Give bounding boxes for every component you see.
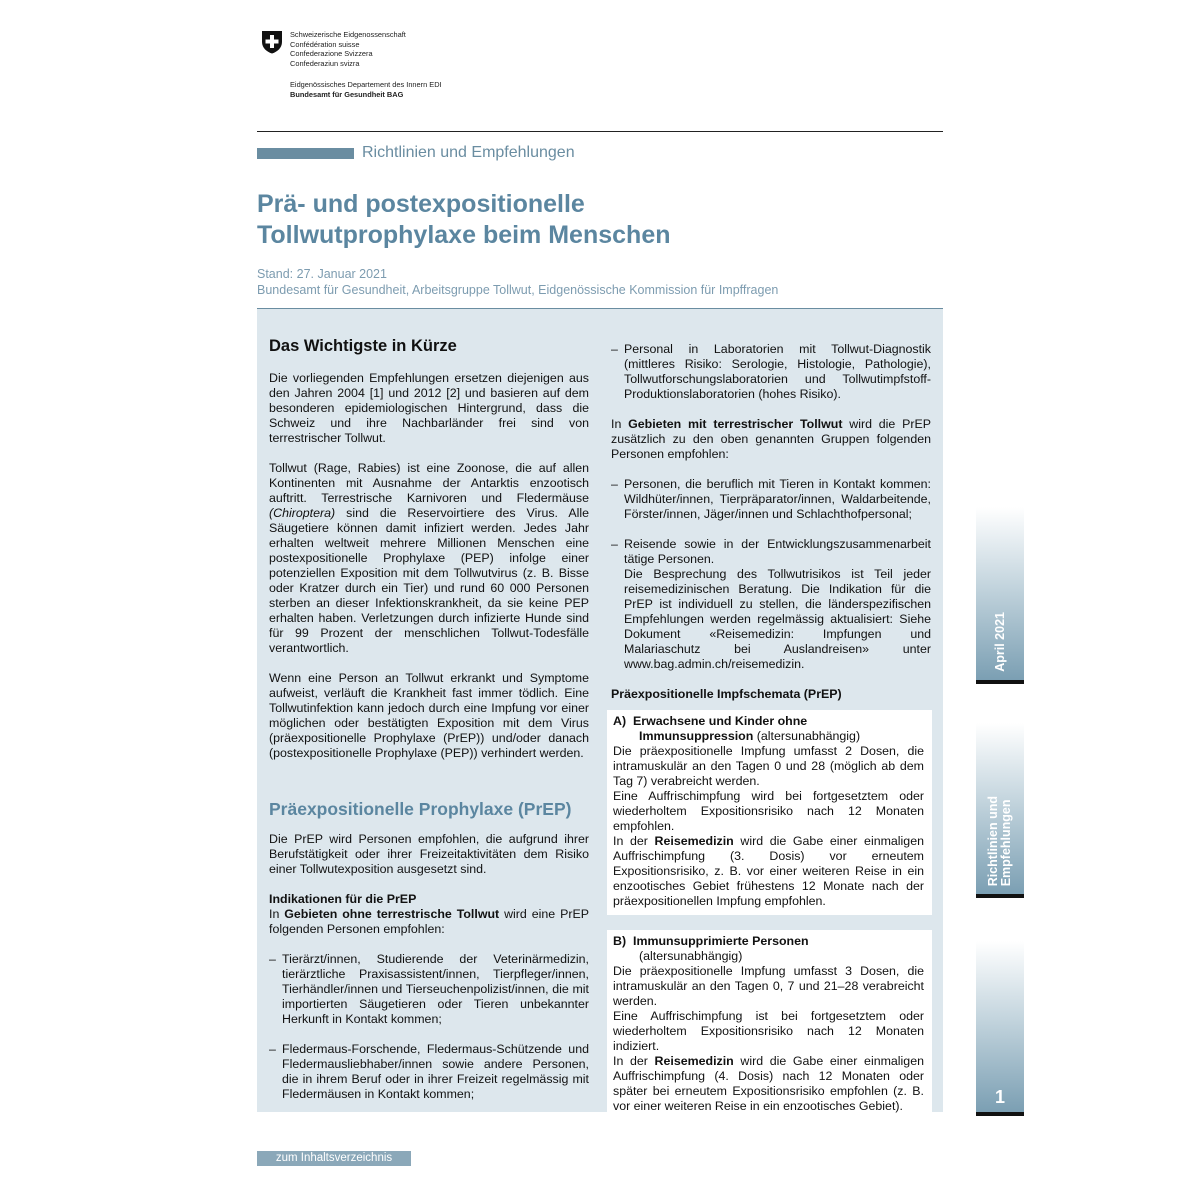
prep-paragraph: Die PrEP wird Personen empfohlen, die aufgrund ihrer Berufstätigkeit oder ihrer Freizeitaktivitäten dem Risiko einer Tollwutexposition ausgesetzt sind. <box>269 832 589 876</box>
rabies-text-b: sind die Reservoirtiere des Virus. Alle Säugetiere können damit infiziert werden. Jedes Jahr erhalten weltweit mehrere Millionen Menschen eine postexpositionelle Prophylaxe (PEP) infolge einer potenziellen Exposition mit dem Tollwutvirus (z. B. Bisse oder Kratzer durch ein Tier) und rund 60 000 Personen sterben an dieser Infektionskrankheit, da sie keine PEP erhalten haben. Verletzungen durch infizierte Hunde sind für 99 Prozent der menschlichen Tollwut-Todesfälle verantwortlich. <box>269 506 589 655</box>
title-line-1: Prä- und postexpositionelle <box>257 190 585 218</box>
side-tab-date <box>976 507 1024 680</box>
box-b-age: (altersunabhängig) <box>639 949 743 963</box>
federation-name-rm: Confederaziun svizra <box>290 58 360 68</box>
box-a-t3-post: wird die Gabe einer einmaligen Auffrischimpfung (3. Dosis) vor erneutem Expositionsrisiko, z. B. vor einer weiteren Reise in ein enzootisches Gebiet frühestens 12 Monate nach der präexpositionellen Impfung empfohlen. <box>613 834 924 908</box>
travellers-text: – Reisende sowie in der Entwicklungszusammenarbeit tätige Personen. <box>624 537 931 566</box>
terrestrial-paragraph <box>611 417 931 462</box>
list-item: – Personal in Laboratorien mit Tollwut-Diagnostik (mittleres Risiko: Serologie, Histologie, Pathologie), Tollwutforschungslaboratorien und Tollwutimpfstoff-Produktionslaboratorien (hohes Risiko). <box>611 342 931 402</box>
indications-paragraph <box>269 907 589 937</box>
box-a-title-bold: Immunsuppression <box>639 729 754 743</box>
title-line-2: Tollwutprophylaxe beim Menschen <box>257 221 671 249</box>
tab-date-wrap <box>976 612 1024 672</box>
page-number: 1 <box>994 1087 1005 1107</box>
rabies-paragraph <box>269 461 589 656</box>
federation-name-de: Schweizerische Eidgenossenschaft <box>290 30 406 39</box>
tab-section-line2: Empfehlungen <box>999 799 1013 886</box>
schema-box-a <box>607 710 932 915</box>
box-b-letter: B) <box>613 934 627 948</box>
box-b-t3-bold: Reisemedizin <box>654 1054 734 1068</box>
tab-page-bar <box>976 1112 1024 1116</box>
section-label: Richtlinien und Empfehlungen <box>362 144 575 161</box>
federation-names <box>290 30 406 68</box>
box-b-text-3 <box>613 1054 924 1114</box>
swiss-crest-icon <box>261 30 283 54</box>
intro-paragraph: Die vorliegenden Empfehlungen ersetzen diejenigen aus den Jahren 2004 [1] und 2012 [2] und basieren auf dem besonderen epidemiologischen Hintergrund, dass die Schweiz und ihre Nachbarländer frei sind von terrestrischer Tollwut. <box>269 371 589 445</box>
tab-section-wrap <box>976 796 1024 886</box>
department-block <box>290 80 442 99</box>
side-tab-section[interactable] <box>976 723 1024 894</box>
right-column <box>611 342 931 1120</box>
list-item <box>611 537 931 672</box>
prep-heading: Präexpositionelle Prophylaxe (PrEP) <box>269 799 572 819</box>
federation-name-fr: Confédération suisse <box>290 39 360 49</box>
box-a-age: (altersunabhängig) <box>756 729 861 743</box>
box-b-title <box>613 934 924 949</box>
office-name: Bundesamt für Gesundheit BAG <box>290 89 404 99</box>
list-item: – Personen, die beruflich mit Tieren in Kontakt kommen: Wildhüter/innen, Tierpräparator/innen, Waldarbeitende, Förster/innen, Jäger/innen und Schlachthofpersonal; <box>611 477 931 522</box>
rabies-text-a: Tollwut (Rage, Rabies) ist eine Zoonose, die auf allen Kontinenten mit Ausnahme der Antarktis enzootisch auftritt. Terrestrische Karnivoren und Fledermäuse <box>269 461 589 505</box>
terr-bold: Gebieten mit terrestrischer Tollwut <box>628 417 843 431</box>
box-a-t3-bold: Reisemedizin <box>654 834 734 848</box>
box-b-text-2: Eine Auffrischimpfung ist bei fortgesetztem oder wiederholtem Expositionsrisiko nach 12 Monaten indiziert. <box>613 1009 924 1053</box>
table-of-contents-link[interactable]: zum Inhaltsverzeichnis <box>257 1151 411 1166</box>
terr-post: wird die PrEP zusätzlich zu den oben genannten Gruppen folgenden Personen empfohlen: <box>611 417 931 461</box>
indications-heading: Indikationen für die PrEP <box>269 892 417 906</box>
federation-name-it: Confederazione Svizzera <box>290 49 373 59</box>
box-a-text-2: Eine Auffrischimpfung wird bei fortgesetztem oder wiederholtem Expositionsrisiko nach 12 Monaten empfohlen. <box>613 789 924 833</box>
header-divider <box>257 131 943 132</box>
box-a-title-line1: Erwachsene und Kinder ohne <box>633 714 808 728</box>
ind-pre: In <box>269 907 280 921</box>
schema-heading: Präexpositionelle Impfschemata (PrEP) <box>611 687 842 701</box>
list-item: – Fledermaus-Forschende, Fledermaus-Schützende und Fledermausliebhaber/innen sowie andere Personen, die in ihrem Beruf oder in ihrer Freizeit regelmässig mit Fledermäusen in Kontakt kommen; <box>269 1042 589 1102</box>
box-a-t3-pre: In der <box>613 834 648 848</box>
terr-pre: In <box>611 417 622 431</box>
side-tab-page <box>976 941 1024 1112</box>
ind-post: wird eine PrEP folgenden Personen empfohlen: <box>269 907 589 936</box>
tab-date-label: April 2021 <box>992 612 1007 672</box>
box-a-text-3 <box>613 834 924 909</box>
department-name: Eidgenössisches Departement des Innern EDI <box>290 80 442 89</box>
left-column <box>269 336 589 1102</box>
schema-box-b <box>607 930 932 1120</box>
travel-advice-text: Die Besprechung des Tollwutrisikos ist Teil jeder reisemedizinischen Beratung. Die Indikation für die PrEP ist individuell zu stellen, die länderspezifischen Empfehlungen werden regelmässig aktualisiert: Siehe Dokument «Reisemedizin: Impfungen und Malariaschutz bei Auslandreisen» unter www.bag.admin.ch/reisemedizin. <box>624 567 931 671</box>
summary-heading: Das Wichtigste in Kürze <box>269 337 457 355</box>
authors: Bundesamt für Gesundheit, Arbeitsgruppe Tollwut, Eidgenössische Kommission für Impffragen <box>257 283 779 297</box>
chiroptera-term: (Chiroptera) <box>269 506 336 520</box>
box-a-text-1: Die präexpositionelle Impfung umfasst 2 Dosen, die intramuskulär an den Tagen 0 und 28 (möglich ab dem Tag 7) verabreicht werden. <box>613 744 924 788</box>
box-a-title-line2 <box>613 729 924 744</box>
page-title <box>257 189 671 251</box>
document-meta <box>257 266 778 298</box>
tab-section-label <box>987 796 1013 886</box>
box-b-title-text: Immunsupprimierte Personen <box>633 934 809 948</box>
prevention-paragraph: Wenn eine Person an Tollwut erkrankt und Symptome aufweist, verläuft die Krankheit fast immer tödlich. Eine Tollwutinfektion kann jedoch durch eine Impfung vor einer möglichen oder bestätigten Exposition mit dem Virus (präexpositionelle Prophylaxe (PrEP)) und/oder danach (postexpositionelle Prophylaxe (PEP)) verhindert werden. <box>269 671 589 760</box>
box-a-title <box>613 714 924 729</box>
tab-date-bar <box>976 680 1024 684</box>
section-bar <box>257 148 354 159</box>
tab-section-line1: Richtlinien und <box>986 795 1000 886</box>
box-b-t3-post: wird die Gabe einer einmaligen Auffrischimpfung (4. Dosis) nach 12 Monaten oder später bei erneutem Expositionsrisiko empfohlen (z. B. vor einer weiteren Reise in ein enzootisches Gebiet). <box>613 1054 924 1113</box>
box-b-text-1: Die präexpositionelle Impfung umfasst 3 Dosen, die intramuskulär an den Tagen 0, 7 und 21–28 verabreicht werden. <box>613 964 924 1008</box>
box-b-t3-pre: In der <box>613 1054 648 1068</box>
box-a-letter: A) <box>613 714 627 728</box>
ind-bold: Gebieten ohne terrestrische Tollwut <box>284 907 500 921</box>
list-item: – Tierärzt/innen, Studierende der Veterinärmedizin, tierärztliche Praxisassistent/innen, Tierpfleger/innen, Tierhändler/innen und Tierseuchenpolizist/innen, die mit importierten Säugetieren oder Tieren unbekannter Herkunft in Kontakt kommen; <box>269 952 589 1027</box>
tab-section-bar <box>976 894 1024 898</box>
stand-date: Stand: 27. Januar 2021 <box>257 267 387 281</box>
